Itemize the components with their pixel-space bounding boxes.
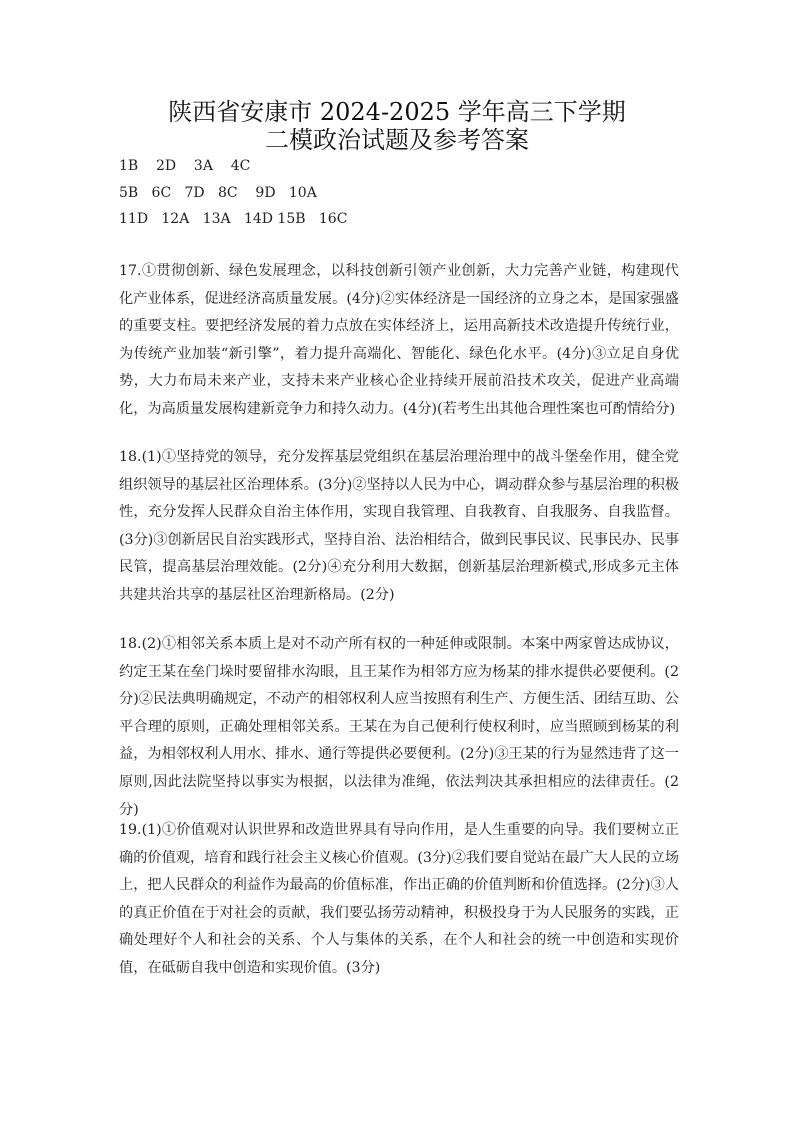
answer-q18-2: 18.(2)①相邻关系本质上是对不动产所有权的一种延伸或限制。本案中两家曾达成协议，约定王某在垒门垛时要留排水沟眼，且王某作为相邻方应为杨某的排水提供必要便利。(2分)②民法典明确规定，不动产的相邻权利人应当按照有利生产、方便生活、团结互助、公平合理的原则，正确处理相邻关系。王某在为自己便利行使权利时，应当照顾到杨某的利益，为相邻权利人用水、排水、通行等提供必要便利。(2分)③王某的行为显然违背了这一原则,因此法院坚持以事实为根据，以法律为准绳，依法判决其承担相应的法律责任。(2分): [119, 636, 679, 818]
answer-q18-1: 18.(1)①坚持党的领导，充分发挥基层党组织在基层治理治理中的战斗堡垒作用，健全党组织领导的基层社区治理体系。(3分)②坚持以人民为中心，调动群众参与基层治理的积极性，充分发挥人民群众自治主体作用，实现自我管理、自我教育、自我服务、自我监督。(3分)③创新居民自治实践形式，坚持自治、法治相结合，做到民事民议、民事民办、民事民管，提高基层治理效能。(2分)④充分利用大数据，创新基层治理新模式,形成多元主体共建共治共享的基层社区治理新格局。(2分): [119, 449, 679, 603]
answer-q19-1: 19.(1)①价值观对认识世界和改造世界具有导向作用，是人生重要的向导。我们要树立正确的价值观，培育和践行社会主义核心价值观。(3分)②我们要自觉站在最广大人民的立场上，把人民群众的利益作为最高的价值标准，作出正确的价值判断和价值选择。(2分)③人的真正价值在于对社会的贡献，我们要弘扬劳动精神，积极投身于为人民服务的实践，正确处理好个人和社会的关系、个人与集体的关系，在个人和社会的统一中创造和实现价值，在砥砺自我中创造和实现价值。(3分): [119, 822, 679, 976]
document-title-line-2: 二模政治试题及参考答案: [265, 126, 529, 154]
document-title-line-1: 陕西省安康市 2024-2025 学年高三下学期: [168, 98, 626, 126]
choice-answers-row-3: 11D 12A 13A 14D 15B 16C: [119, 211, 348, 227]
choice-answers-row-2: 5B 6C 7D 8C 9D 10A: [119, 185, 317, 201]
answer-q17: 17.①贯彻创新、绿色发展理念，以科技创新引领产业创新，大力完善产业链，构建现代化产业体系，促进经济高质量发展。(4分)②实体经济是一国经济的立身之本，是国家强盛的重要支柱。要把经济发展的着力点放在实体经济上，运用高新技术改造提升传统行业，为传统产业加装“新引擎”，着力提升高端化、智能化、绿色化水平。(4分)③立足自身优势，大力布局未来产业，支持未来产业核心企业持续开展前沿技术攻关，促进产业高端化，为高质量发展构建新竞争力和持久动力。(4分)(若考生出其他合理性案也可酌情给分): [119, 263, 679, 417]
choice-answers-row-1: 1B 2D 3A 4C: [119, 158, 251, 174]
